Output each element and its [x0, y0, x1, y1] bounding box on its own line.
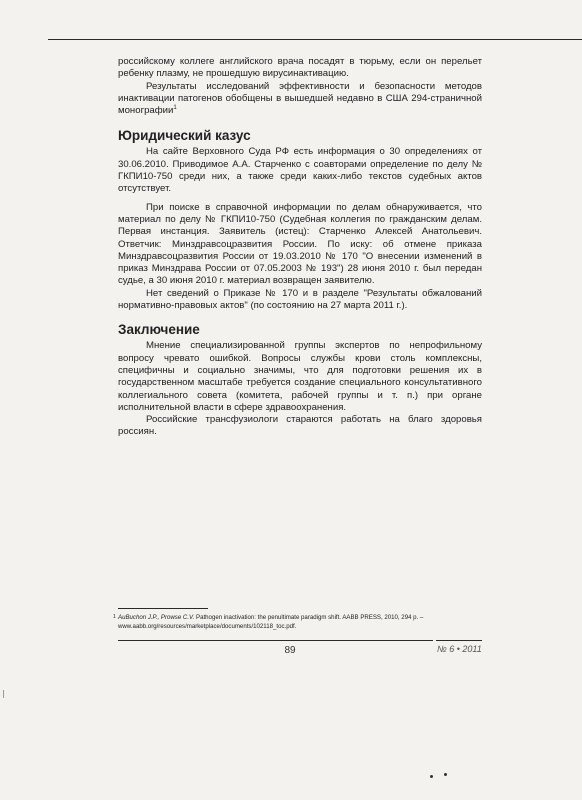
footnote-text: Pathogen inactivation: the penultimate paradigm shift. AABB PRESS, 2010, 294 p. – www.aabb.org/resources/marketplace/documents/102118_toc.pdf.	[118, 614, 424, 630]
page-number: 89	[284, 645, 296, 656]
intro-paragraph-1: российскому коллеге английского врача посадят в тюрьму, если он перельет ребенку плазму, не прошедшую вирусинактивацию.	[118, 56, 482, 80]
scan-speck-2	[444, 773, 447, 776]
scan-mark-left	[3, 690, 4, 698]
legal-case-paragraph-3: Нет сведений о Приказе № 170 и в разделе "Результаты обжалований нормативно-правовых актов" (по состоянию на 27 марта 2011 г.).	[118, 287, 482, 312]
scan-speck-1	[430, 775, 433, 778]
footnote-separator	[118, 608, 208, 609]
intro-paragraph-2-text: Результаты исследований эффективности и безопасности методов инактивации патогенов обобщены в вышедшей недавно в США 294-страничной монографии	[118, 80, 482, 117]
conclusion-paragraph-1: Мнение специализированной группы экспертов по непрофильному вопросу чревато ошибкой. Вопросы службы крови столь комплексны, специфичны и социально значимы, что для подготовки решения их в государственном масштабе требуется создание специального консультативного коллегиального совета (комитета, рабочей группы и т. п.) при органе исполнительной власти в сфере здравоохранения.	[118, 340, 482, 413]
legal-case-paragraph-2: При поиске в справочной информации по делам обнаруживается, что материал по делу № ГКПИ10-750 (Судебная коллегия по гражданским делам. Первая инстанция. Заявитель (истец): Старченко Алексей Анатольевич. Ответчик: Минздравсоцразвития России. По иску: об отмене приказа Минздравсоцразвития России от 19.03.2010 № 170 "О внесении изменений в приказ Минздрава России от 07.05.2003 № 193") 28 июня 2010 г. был передан судье, а 30 июня 2010 г. материал возвращен заявителю.	[118, 201, 482, 287]
footnote	[113, 614, 490, 631]
intro-paragraph-2	[118, 81, 482, 118]
footnote-authors: AuBuchon J.P., Prowse C.V.	[118, 614, 195, 621]
footnote-number: 1	[113, 614, 116, 620]
legal-case-heading: Юридический казус	[118, 128, 251, 144]
conclusion-paragraph-2: Российские трансфузиологи стараются работать на благо здоровья россиян.	[118, 414, 482, 438]
conclusion-heading: Заключение	[118, 322, 200, 338]
main-text-column	[118, 56, 482, 439]
footer-rule-left	[118, 640, 433, 641]
footer-rule-right	[436, 640, 482, 641]
legal-case-paragraph-1: На сайте Верховного Суда РФ есть информация о 30 определениях от 30.06.2010. Приводимое А.А. Старченко с соавторами определение по делу № ГКПИ10-750 среди них, а также среди каких-либо текстов судебных актов отсутствует.	[118, 146, 482, 195]
footnote-ref[interactable]: 1	[173, 105, 177, 111]
header-rule	[48, 39, 582, 40]
issue-label: № 6 • 2011	[437, 644, 482, 654]
